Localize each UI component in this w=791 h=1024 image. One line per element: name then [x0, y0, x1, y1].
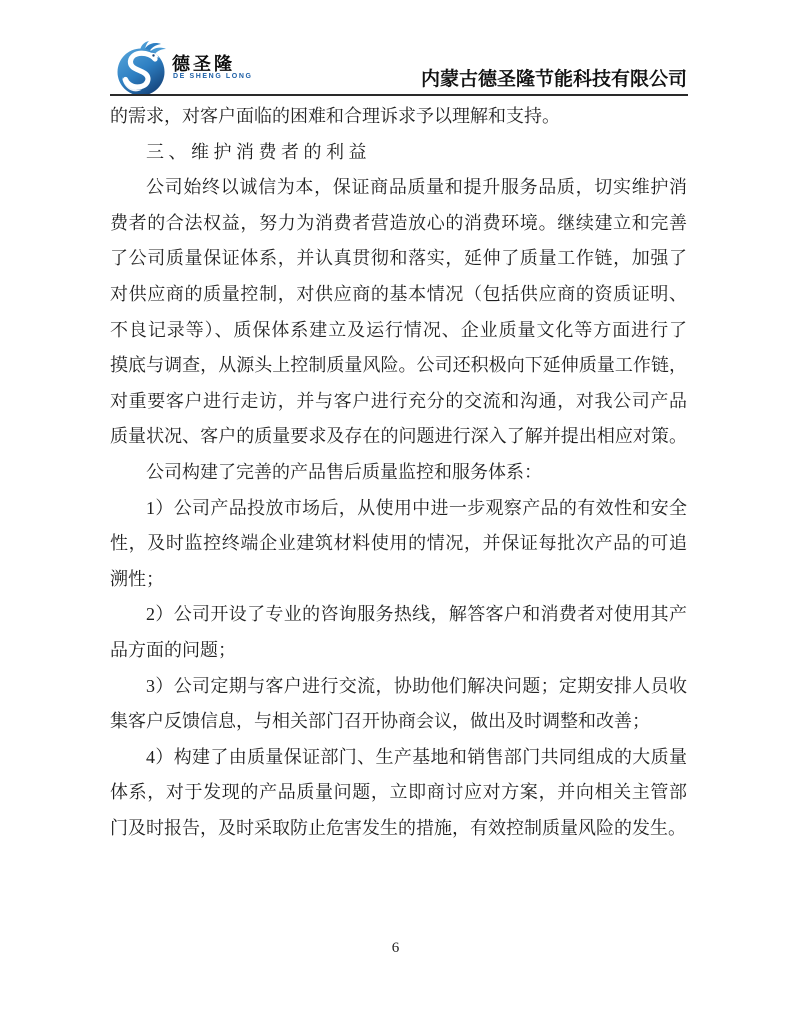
page-number: 6 — [391, 940, 400, 956]
text-line: 门及时报告，及时采取防止危害发生的措施，有效控制质量风险的发生。 — [110, 817, 686, 838]
text-line: 品方面的问题； — [110, 639, 236, 660]
text-line: 不良记录等）、质保体系建立及运行情况、企业质量文化等方面进行了 — [110, 319, 687, 340]
text-line: 了公司质量保证体系，并认真贯彻和落实，延伸了质量工作链，加强了 — [110, 248, 687, 269]
text-line: 集客户反馈信息，与相关部门召开协商会议，做出及时调整和改善； — [110, 711, 650, 732]
text-line: 质量状况、客户的质量要求及存在的问题进行深入了解并提出相应对策。 — [110, 426, 687, 447]
header-rule — [110, 94, 688, 96]
text-line: 2）公司开设了专业的咨询服务热线，解答客户和消费者对使用其产 — [146, 604, 687, 625]
document-body — [110, 99, 687, 846]
text-line: 三、维护消费者的利益 — [146, 141, 371, 162]
text-line: 对重要客户进行走访，并与客户进行充分的交流和沟通，对我公司产品 — [110, 390, 687, 411]
text-line: 费者的合法权益，努力为消费者营造放心的消费环境。继续建立和完善 — [110, 212, 687, 233]
text-line: 性，及时监控终端企业建筑材料使用的情况，并保证每批次产品的可追 — [110, 533, 687, 554]
text-line: 1）公司产品投放市场后，从使用中进一步观察产品的有效性和安全 — [146, 497, 687, 518]
company-name: 内蒙古德圣隆节能科技有限公司 — [420, 69, 687, 90]
logo-text-en: DE SHENG LONG — [173, 73, 253, 80]
text-line: 公司构建了完善的产品售后质量监控和服务体系： — [146, 461, 542, 482]
text-line: 溯性； — [110, 568, 164, 589]
text-line: 体系，对于发现的产品质量问题，立即商讨应对方案，并向相关主管部 — [110, 782, 687, 803]
text-line: 公司始终以诚信为本，保证商品质量和提升服务品质，切实维护消 — [146, 177, 687, 198]
text-line: 3）公司定期与客户进行交流，协助他们解决问题；定期安排人员收 — [146, 675, 687, 696]
text-line: 4）构建了由质量保证部门、生产基地和销售部门共同组成的大质量 — [146, 746, 687, 767]
text-line: 摸底与调查，从源头上控制质量风险。公司还积极向下延伸质量工作链， — [110, 355, 687, 376]
logo-text-cn: 德圣隆 — [172, 54, 235, 74]
text-line: 对供应商的质量控制，对供应商的基本情况（包括供应商的资质证明、 — [110, 283, 687, 304]
text-line: 的需求，对客户面临的困难和合理诉求予以理解和支持。 — [110, 106, 560, 126]
